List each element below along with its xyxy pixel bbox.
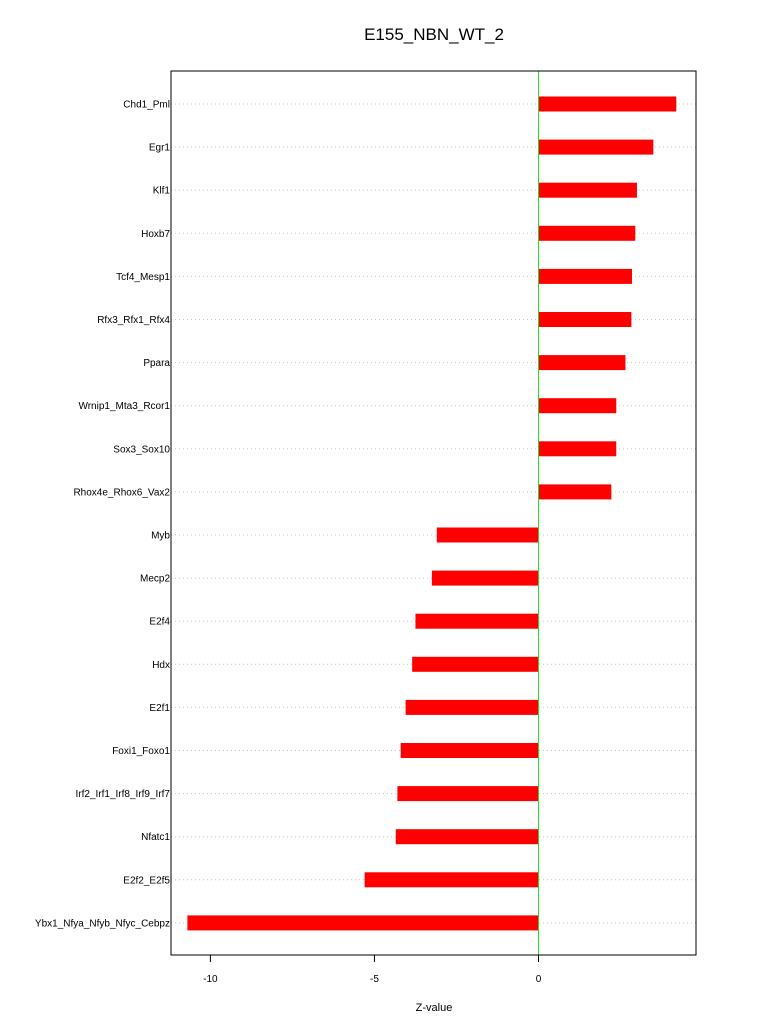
x-tick-label: -10: [203, 974, 218, 985]
category-label: Rfx3_Rfx1_Rfx4: [97, 315, 170, 326]
category-label: Chd1_Pml: [123, 99, 170, 111]
bar-E2f4: [415, 614, 538, 629]
bar-E2f2_E2f5: [365, 872, 539, 887]
category-label: Tcf4_Mesp1: [116, 271, 170, 283]
category-label: Hdx: [152, 659, 170, 671]
bar-Klf1: [539, 183, 637, 198]
bar-Hdx: [412, 657, 538, 672]
category-label: Ybx1_Nfya_Nfyb_Nfyc_Cebpz: [34, 918, 170, 930]
category-labels: [35, 100, 171, 930]
bar-Mecp2: [432, 571, 539, 586]
bar-Ppara: [539, 355, 626, 370]
bar-Rhox4e_Rhox6_Vax2: [539, 484, 612, 499]
bar-Hoxb7: [539, 226, 636, 241]
category-label: E2f1: [149, 702, 170, 714]
category-label: Sox3_Sox10: [113, 444, 170, 456]
category-label: Myb: [151, 530, 170, 542]
category-label: E2f4: [149, 616, 170, 628]
category-label: Foxi1_Foxo1: [112, 746, 170, 757]
bar-Foxi1_Foxo1: [401, 743, 539, 758]
x-axis: [203, 955, 542, 985]
bar-E2f1: [406, 700, 539, 715]
category-label: Hoxb7: [141, 228, 170, 240]
bar-Nfatc1: [396, 829, 539, 844]
bar-Irf2_Irf1_Irf8_Irf9_Irf7: [397, 786, 538, 801]
category-label: Egr1: [148, 142, 170, 154]
chart-title: E155_NBN_WT_2: [364, 25, 504, 44]
x-axis-label: Z-value: [415, 1002, 453, 1014]
bar-Myb: [437, 528, 539, 543]
category-label: Mecp2: [139, 573, 170, 585]
category-label: Nfatc1: [141, 832, 170, 844]
x-tick-label: 0: [535, 974, 542, 985]
category-label: Irf2_Irf1_Irf8_Irf9_Irf7: [75, 789, 170, 801]
category-label: Rhox4e_Rhox6_Vax2: [73, 487, 170, 499]
bar-Rfx3_Rfx1_Rfx4: [539, 312, 632, 327]
category-label: E2f2_E2f5: [123, 875, 170, 887]
bar-layer: [187, 97, 676, 931]
bar-Sox3_Sox10: [539, 441, 617, 456]
bar-Chd1_Pml: [539, 97, 677, 112]
bar-Ybx1_Nfya_Nfyb_Nfyc_Cebpz: [187, 915, 538, 930]
bar-Tcf4_Mesp1: [539, 269, 633, 284]
plot-frame: [171, 71, 696, 955]
bar-Egr1: [539, 140, 654, 155]
category-label: Wrnip1_Mta3_Rcor1: [78, 401, 170, 413]
x-tick-label: -5: [369, 974, 379, 985]
category-label: Ppara: [143, 358, 170, 370]
bar-Wrnip1_Mta3_Rcor1: [539, 398, 617, 413]
category-label: Klf1: [152, 185, 170, 197]
